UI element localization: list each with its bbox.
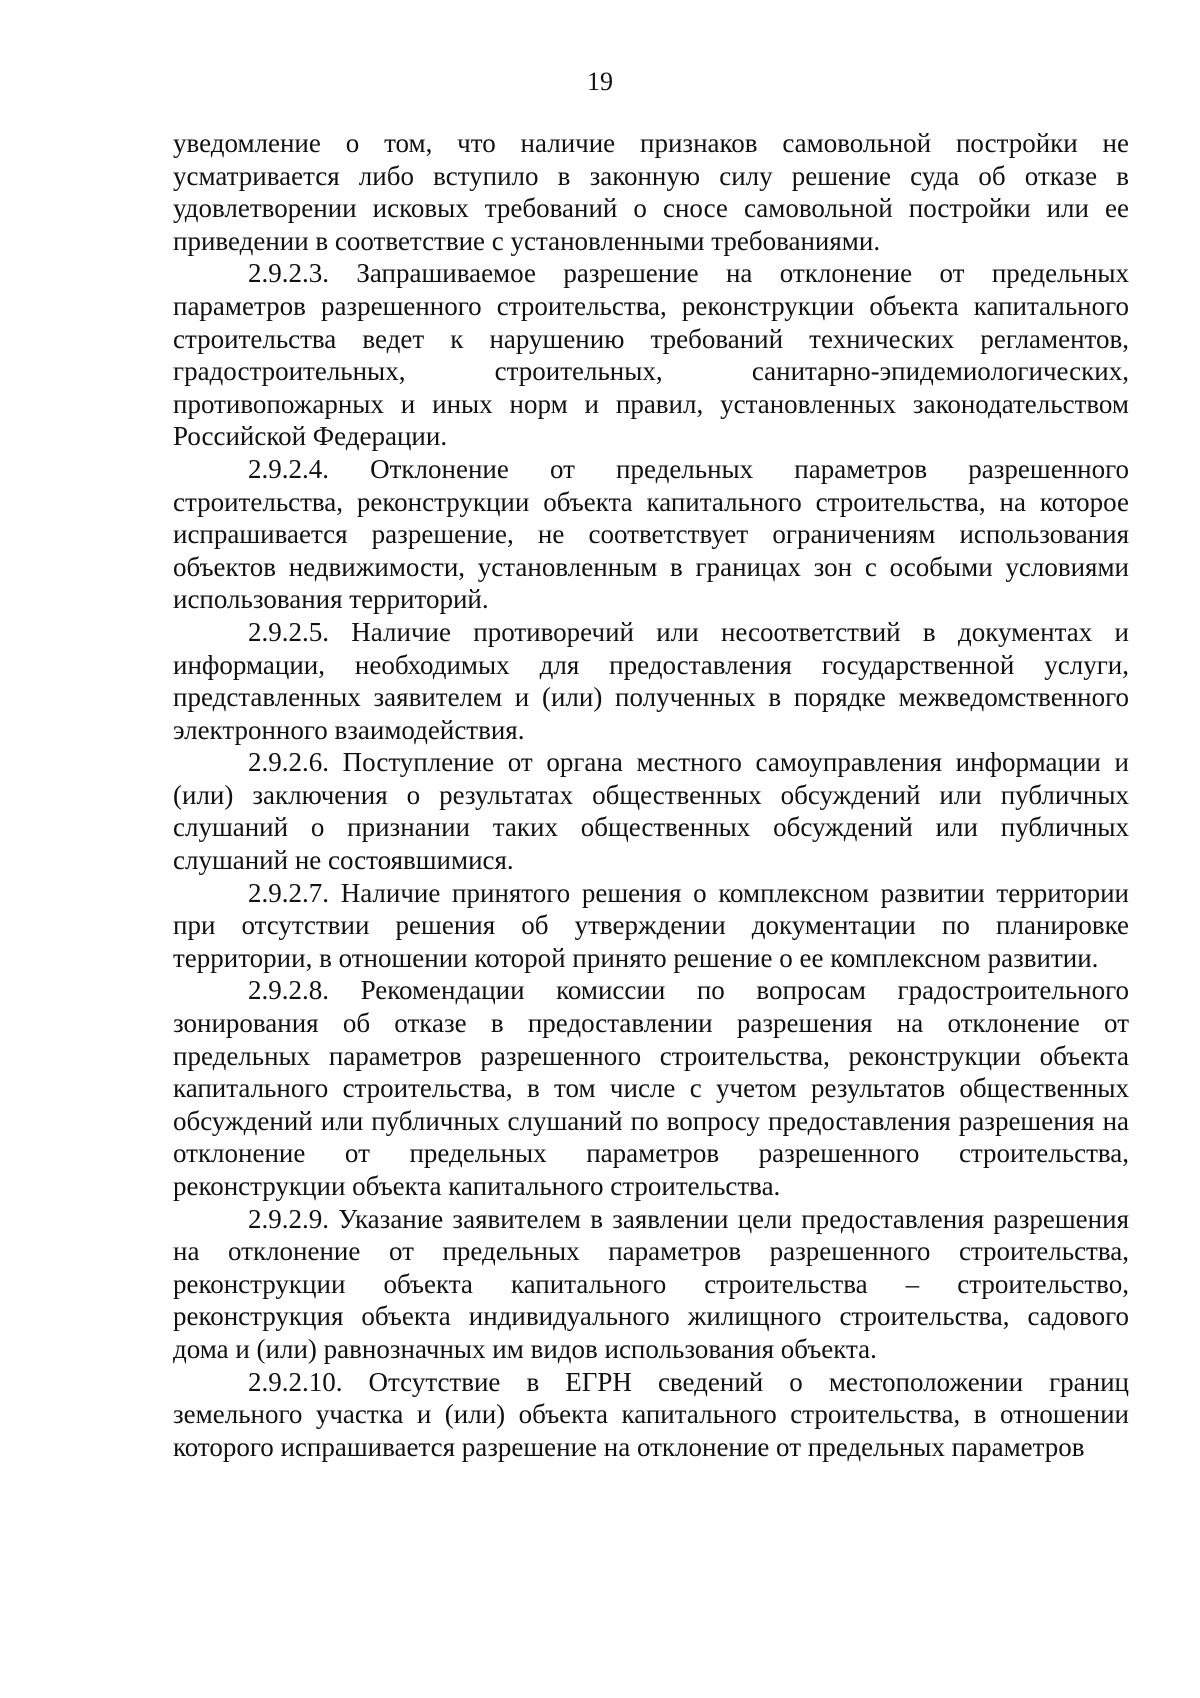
page-number: 19 [587,67,613,96]
document-body [173,127,1129,1463]
paragraph-2-9-2-5: 2.9.2.5. Наличие противоречий или несоответствий в документах и информации, необходимых для предоставления государственной услуги, представленных заявителем и (или) полученных в порядке межведомственного электронного взаимодействия. [173,616,1129,745]
paragraph-2-9-2-9: 2.9.2.9. Указание заявителем в заявлении цели предоставления разрешения на отклонение от предельных параметров разрешенного строительства, реконструкции объекта капитального строительства – строительство, реконструкция объекта индивидуального жилищного строительства, садового дома и (или) равнозначных им видов использования объекта. [173,1203,1129,1364]
paragraph-2-9-2-3: 2.9.2.3. Запрашиваемое разрешение на отклонение от предельных параметров разрешенного строительства, реконструкции объекта капитального строительства ведет к нарушению требований технических регламентов, градостроительных, строительных, санитарно-эпидемиологических, противопожарных и иных норм и правил, установленных законодательством Российской Федерации. [173,258,1129,452]
paragraph-2-9-2-4: 2.9.2.4. Отклонение от предельных параметров разрешенного строительства, реконструкции объекта капитального строительства, на которое испрашивается разрешение, не соответствует ограничениям использования объектов недвижимости, установленным в границах зон с особыми условиями использования территорий. [173,453,1129,615]
paragraph-2-9-2-7: 2.9.2.7. Наличие принятого решения о комплексном развитии территории при отсутствии решения об утверждении документации по планировке территории, в отношении которой принято решение о ее комплексном развитии. [173,877,1129,973]
paragraph-continuation: уведомление о том, что наличие признаков самовольной постройки не усматривается либо вступило в законную силу решение суда об отказе в удовлетворении исковых требований о сносе самовольной постройки или ее приведении в соответствие с установленными требованиями. [173,128,1129,256]
paragraph-2-9-2-10: 2.9.2.10. Отсутствие в ЕГРН сведений о местоположении границ земельного участка и (или) объекта капитального строительства, в отношении которого испрашивается разрешение на отклонение от предельных параметров [173,1366,1129,1462]
paragraph-2-9-2-8: 2.9.2.8. Рекомендации комиссии по вопросам градостроительного зонирования об отказе в предоставлении разрешения на отклонение от предельных параметров разрешенного строительства, реконструкции объекта капитального строительства, в том числе с учетом результатов общественных обсуждений или публичных слушаний по вопросу предоставления разрешения на отклонение от предельных параметров разрешенного строительства, реконструкции объекта капитального строительства. [173,975,1129,1201]
paragraph-2-9-2-6: 2.9.2.6. Поступление от органа местного самоуправления информации и (или) заключения о результатах общественных обсуждений или публичных слушаний о признании таких общественных обсуждений или публичных слушаний не состоявшимися. [173,747,1129,876]
